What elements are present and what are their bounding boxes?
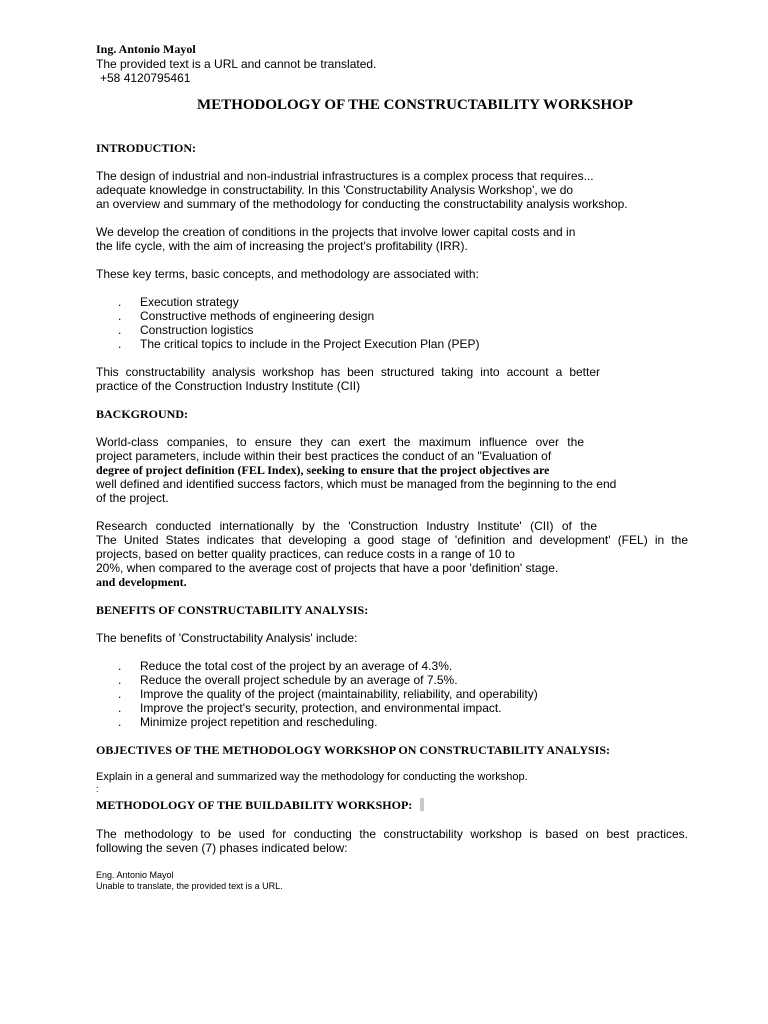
list-item-text: Reduce the total cost of the project by an average of 4.3%. bbox=[140, 659, 453, 673]
intro-p2-line: the life cycle, with the aim of increasing the project's profitability (IRR). bbox=[96, 239, 468, 253]
list-item-text: Improve the project's security, protection, and environmental impact. bbox=[140, 701, 502, 715]
url-note: The provided text is a URL and cannot be translated. bbox=[96, 57, 377, 71]
intro-p3: These key terms, basic concepts, and methodology are associated with: bbox=[96, 267, 479, 281]
background-p2-line: The United States indicates that developing a good stage of 'definition and development' (FEL) in the bbox=[96, 533, 688, 547]
intro-p1-line: adequate knowledge in constructability. In this 'Constructability Analysis Workshop', we do bbox=[96, 183, 574, 197]
intro-p2-line: We develop the creation of conditions in the projects that involve lower capital costs and in bbox=[96, 225, 576, 239]
objectives-text: Explain in a general and summarized way the methodology for conducting the workshop. bbox=[96, 771, 528, 783]
background-p2-line: Research conducted internationally by the 'Construction Industry Institute' (CII) of the bbox=[96, 519, 597, 533]
introduction-heading: INTRODUCTION: bbox=[96, 141, 197, 155]
background-p2-line: and development. bbox=[96, 575, 187, 589]
bullet-marker: . bbox=[118, 673, 122, 687]
background-p1-line: degree of project definition (FEL Index), seeking to ensure that the project objectives are bbox=[96, 463, 550, 477]
bullet-marker: . bbox=[118, 659, 122, 673]
background-p2-line: projects, based on better quality practices, can reduce costs in a range of 10 to bbox=[96, 547, 515, 561]
objectives-heading: OBJECTIVES OF THE METHODOLOGY WORKSHOP ON CONSTRUCTABILITY ANALYSIS: bbox=[96, 743, 611, 757]
footer-url-note: Unable to translate, the provided text is a URL. bbox=[96, 881, 283, 891]
background-heading: BACKGROUND: bbox=[96, 407, 188, 421]
list-item-text: Construction logistics bbox=[140, 323, 254, 337]
list-item-text: Execution strategy bbox=[140, 295, 239, 309]
background-p1-line: well defined and identified success factors, which must be managed from the beginning to the end bbox=[96, 477, 617, 491]
list-item-text: Constructive methods of engineering design bbox=[140, 309, 375, 323]
intro-p1-line: an overview and summary of the methodology for conducting the constructability analysis workshop. bbox=[96, 197, 628, 211]
background-p1-line: World-class companies, to ensure they can exert the maximum influence over the bbox=[96, 435, 584, 449]
list-item-text: Reduce the overall project schedule by an average of 7.5%. bbox=[140, 673, 458, 687]
bullet-marker: . bbox=[118, 701, 122, 715]
intro-p1-line: The design of industrial and non-industrial infrastructures is a complex process that requires... bbox=[96, 169, 594, 183]
bullet-marker: . bbox=[118, 295, 122, 309]
bullet-marker: . bbox=[118, 687, 122, 701]
footer-author: Eng. Antonio Mayol bbox=[96, 870, 174, 880]
bullet-marker: . bbox=[118, 309, 122, 323]
list-item-text: Improve the quality of the project (maintainability, reliability, and operability) bbox=[140, 687, 538, 701]
intro-p4-line: This constructability analysis workshop has been structured taking into account a better bbox=[96, 365, 600, 379]
background-p1-line: of the project. bbox=[96, 491, 169, 505]
benefits-heading: BENEFITS OF CONSTRUCTABILITY ANALYSIS: bbox=[96, 603, 369, 617]
bullet-marker: . bbox=[118, 323, 122, 337]
text-cursor bbox=[420, 798, 424, 811]
benefits-intro: The benefits of 'Constructability Analysis' include: bbox=[96, 631, 358, 645]
methodology-p-line: The methodology to be used for conducting the constructability workshop is based on best practices. bbox=[96, 827, 688, 841]
bullet-marker: . bbox=[118, 715, 122, 729]
bullet-marker: . bbox=[118, 337, 122, 351]
methodology-p-line: following the seven (7) phases indicated below: bbox=[96, 841, 348, 855]
list-item-text: The critical topics to include in the Project Execution Plan (PEP) bbox=[140, 337, 480, 351]
background-p1-line: project parameters, include within their best practices the conduct of an "Evaluation of bbox=[96, 449, 552, 463]
phone-number: +58 4120795461 bbox=[100, 71, 191, 85]
background-p2-line: 20%, when compared to the average cost of projects that have a poor 'definition' stage. bbox=[96, 561, 559, 575]
methodology-heading: METHODOLOGY OF THE BUILDABILITY WORKSHOP: bbox=[96, 798, 413, 812]
intro-p4-line: practice of the Construction Industry Institute (CII) bbox=[96, 379, 361, 393]
methodology-heading-row bbox=[96, 798, 424, 812]
author-name: Ing. Antonio Mayol bbox=[96, 42, 196, 56]
list-item-text: Minimize project repetition and rescheduling. bbox=[140, 715, 378, 729]
objectives-colon: : bbox=[96, 784, 99, 794]
page-title: METHODOLOGY OF THE CONSTRUCTABILITY WORKSHOP bbox=[197, 97, 633, 113]
